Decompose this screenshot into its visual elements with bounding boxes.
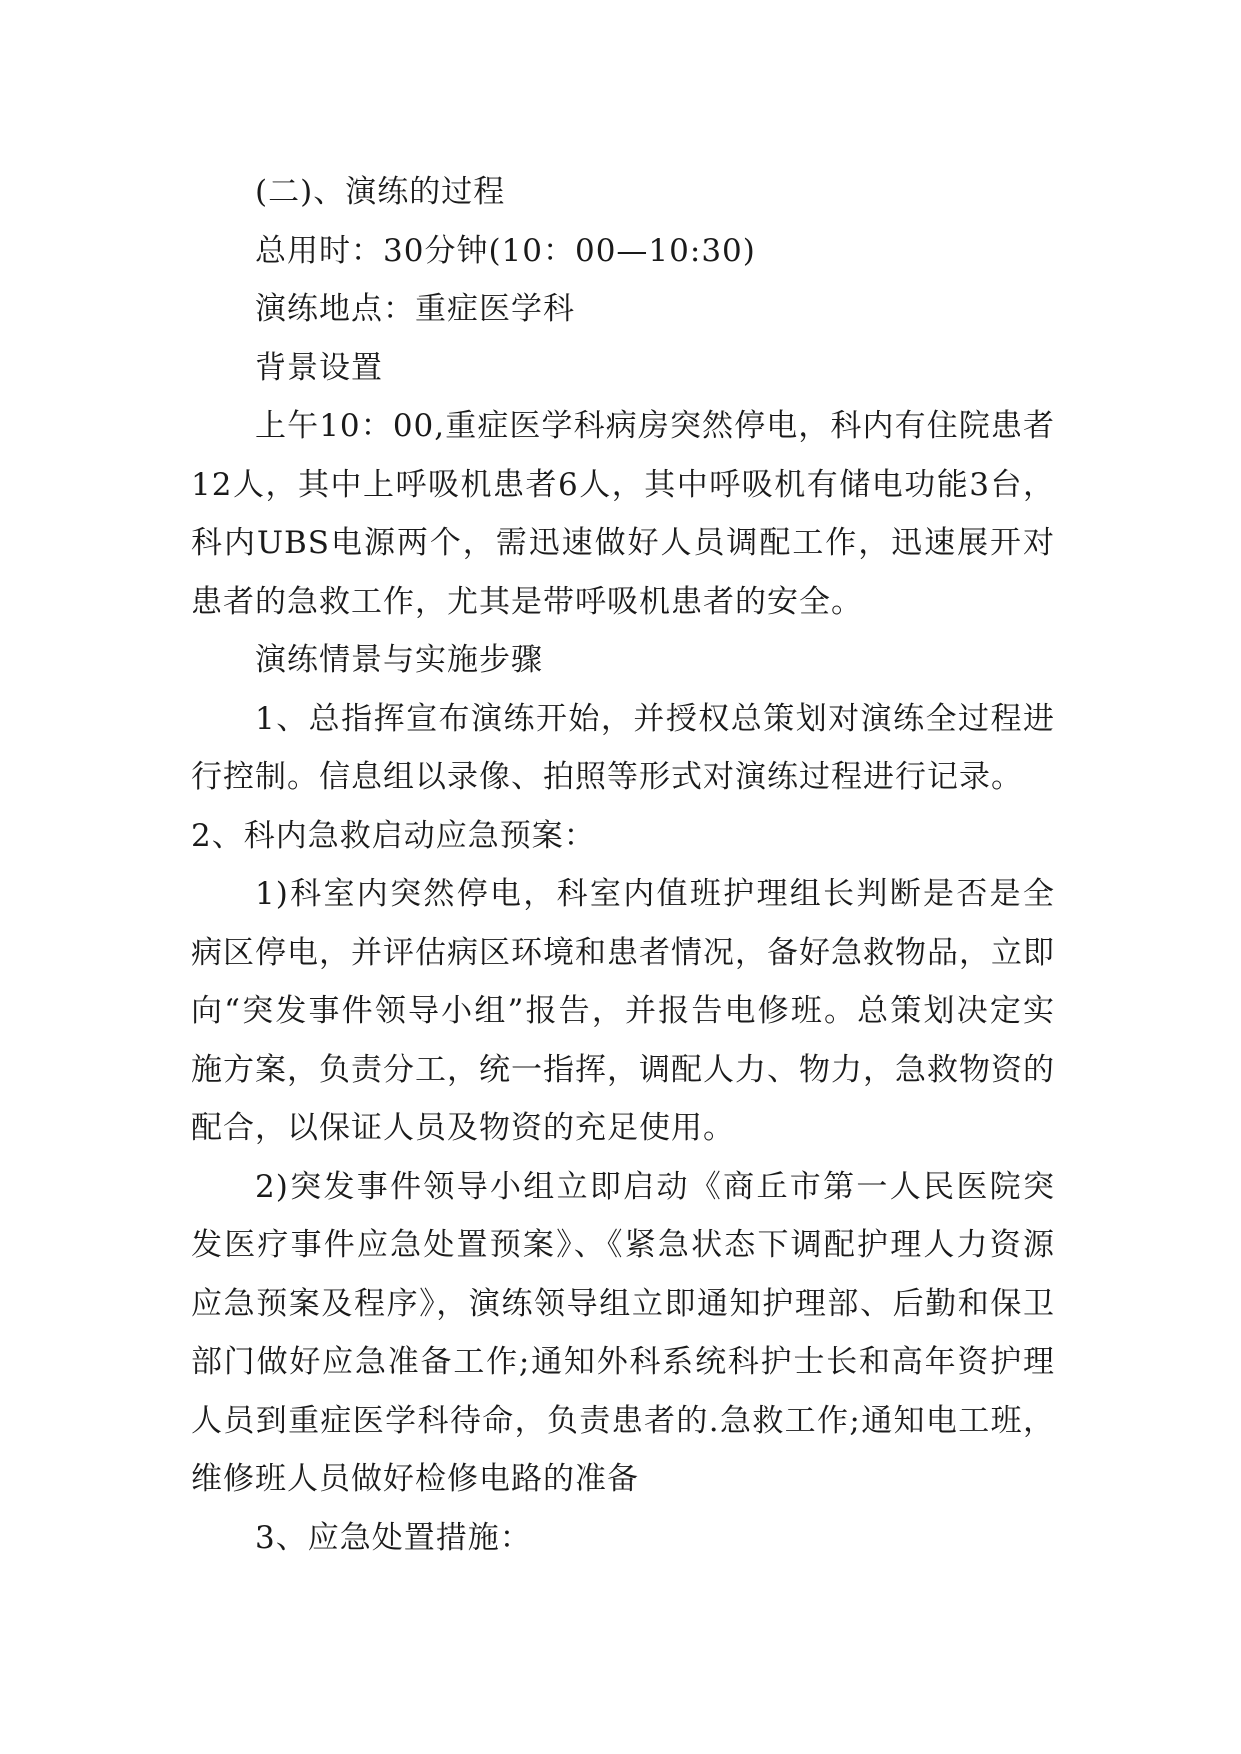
step-2-heading: 2、科内急救启动应急预案：: [191, 817, 596, 854]
substep-1-paragraph: 1)科室内突然停电，科室内值班护理组长判断是否是全病区停电，并评估病区环境和患者情况，备好急救物品，立即向“突发事件领导小组”报告，并报告电修班。总策划决定实施方案，负责分工，统一指挥，调配人力、物力，急救物资的配合，以保证人员及物资的充足使用。: [191, 876, 1055, 1146]
drill-location-line: 演练地点：重症医学科: [255, 291, 575, 327]
background-paragraph: 上午10：00,重症医学科病房突然停电，科内有住院患者12人，其中上呼吸机患者6人，其中呼吸机有储电功能3台，科内UBS电源两个，需迅速做好人员调配工作，迅速展开对患者的急救工作，尤其是带呼吸机患者的安全。: [191, 408, 1055, 620]
section-heading-drill-process: (二)、演练的过程: [255, 174, 506, 210]
document-body: [191, 163, 1055, 1567]
substep-2-paragraph: 2)突发事件领导小组立即启动《商丘市第一人民医院突发医疗事件应急处置预案》、《紧急状态下调配护理人力资源应急预案及程序》，演练领导组立即通知护理部、后勤和保卫部门做好应急准备工作;通知外科系统科护士长和高年资护理人员到重症医学科待命，负责患者的.急救工作;通知电工班，维修班人员做好检修电路的准备: [191, 1168, 1055, 1497]
total-time-line: 总用时：30分钟(10：00—10:30): [255, 232, 756, 269]
scenario-steps-heading: 演练情景与实施步骤: [255, 642, 543, 678]
step-3-heading: 3、应急处置措施：: [255, 1519, 532, 1556]
step-1-paragraph: 1、总指挥宣布演练开始，并授权总策划对演练全过程进行控制。信息组以录像、拍照等形式对演练过程进行记录。: [191, 700, 1055, 795]
background-heading: 背景设置: [255, 349, 383, 386]
